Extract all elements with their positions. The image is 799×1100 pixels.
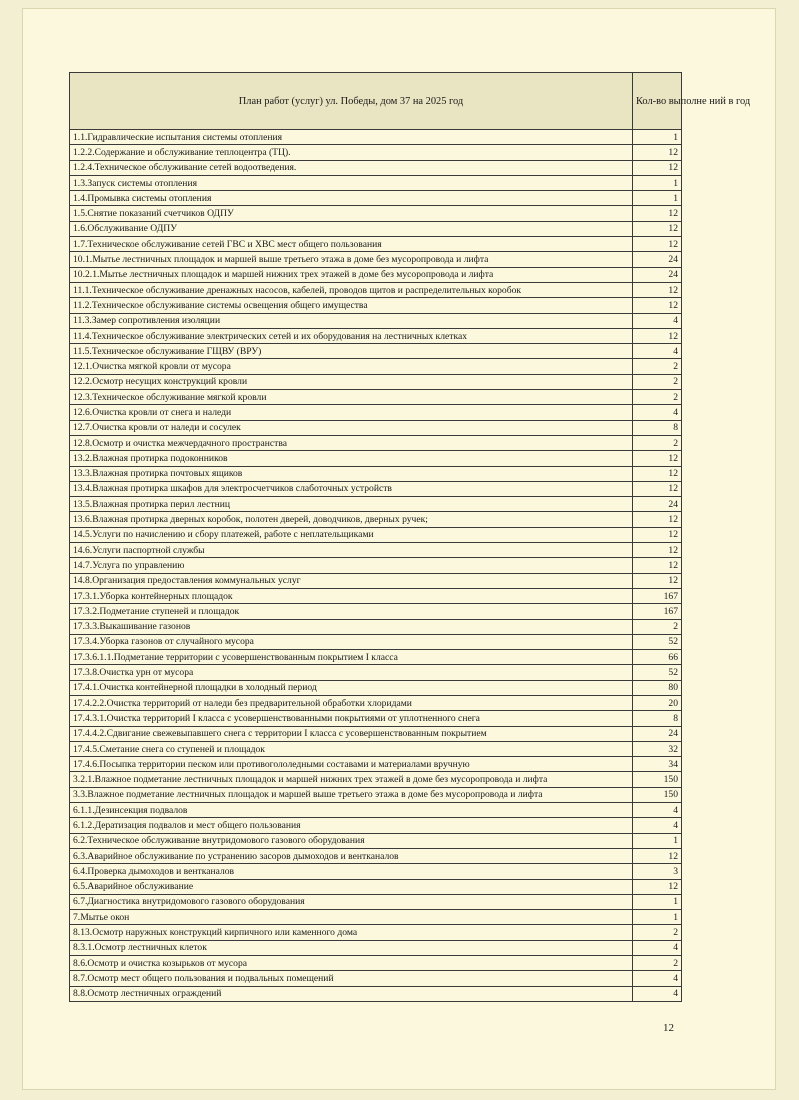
quantity-column-header: Кол-во выполне ний в год <box>633 73 682 130</box>
work-item-name: 17.4.6.Посыпка территории песком или противогололедными составами и материалами вручную <box>70 757 633 772</box>
work-item-quantity: 52 <box>633 634 682 649</box>
work-item-quantity: 12 <box>633 466 682 481</box>
work-item-name: 13.3.Влажная протирка почтовых ящиков <box>70 466 633 481</box>
work-item-name: 3.3.Влажное подметание лестничных площадок и маршей выше третьего этажа в доме без мусоропровода и лифта <box>70 787 633 802</box>
work-item-quantity: 12 <box>633 221 682 236</box>
table-row <box>70 986 682 1001</box>
work-item-name: 12.6.Очистка кровли от снега и наледи <box>70 405 633 420</box>
table-row <box>70 267 682 282</box>
work-item-name: 17.3.3.Выкашивание газонов <box>70 619 633 634</box>
table-row <box>70 527 682 542</box>
table-row <box>70 451 682 466</box>
table-row <box>70 619 682 634</box>
work-item-name: 13.2.Влажная протирка подоконников <box>70 451 633 466</box>
table-row <box>70 435 682 450</box>
work-item-name: 11.3.Замер сопротивления изоляции <box>70 313 633 328</box>
work-item-quantity: 24 <box>633 252 682 267</box>
work-item-name: 6.1.1.Дезинсекция подвалов <box>70 803 633 818</box>
work-item-quantity: 167 <box>633 604 682 619</box>
work-item-quantity: 2 <box>633 435 682 450</box>
table-row <box>70 160 682 175</box>
table-row <box>70 481 682 496</box>
table-row <box>70 833 682 848</box>
work-item-name: 11.1.Техническое обслуживание дренажных насосов, кабелей, проводов щитов и распределительных коробок <box>70 282 633 297</box>
table-row <box>70 604 682 619</box>
work-item-quantity: 4 <box>633 405 682 420</box>
table-row <box>70 864 682 879</box>
work-item-name: 8.6.Осмотр и очистка козырьков от мусора <box>70 956 633 971</box>
table-body <box>70 130 682 1002</box>
work-item-quantity: 80 <box>633 680 682 695</box>
table-row <box>70 130 682 145</box>
table-row <box>70 405 682 420</box>
table-row <box>70 206 682 221</box>
table-row <box>70 344 682 359</box>
table-row <box>70 175 682 190</box>
work-item-name: 1.7.Техническое обслуживание сетей ГВС и ХВС мест общего пользования <box>70 237 633 252</box>
work-item-quantity: 24 <box>633 726 682 741</box>
work-item-quantity: 12 <box>633 543 682 558</box>
work-item-name: 17.4.1.Очистка контейнерной площадки в холодный период <box>70 680 633 695</box>
work-item-name: 1.4.Промывка системы отопления <box>70 191 633 206</box>
table-row <box>70 282 682 297</box>
work-item-name: 1.3.Запуск системы отопления <box>70 175 633 190</box>
table-row <box>70 359 682 374</box>
work-item-name: 14.6.Услуги паспортной службы <box>70 543 633 558</box>
work-item-name: 8.7.Осмотр мест общего пользования и подвальных помещений <box>70 971 633 986</box>
work-item-quantity: 12 <box>633 237 682 252</box>
work-item-name: 17.4.4.2.Сдвигание свежевыпавшего снега с территории I класса с усовершенствованным покрытием <box>70 726 633 741</box>
work-item-quantity: 12 <box>633 328 682 343</box>
work-item-quantity: 24 <box>633 267 682 282</box>
work-item-name: 14.8.Организация предоставления коммунальных услуг <box>70 573 633 588</box>
work-item-name: 17.3.1.Уборка контейнерных площадок <box>70 588 633 603</box>
work-item-quantity: 4 <box>633 818 682 833</box>
work-item-quantity: 12 <box>633 206 682 221</box>
table-row <box>70 695 682 710</box>
work-item-quantity: 12 <box>633 451 682 466</box>
work-item-quantity: 2 <box>633 390 682 405</box>
work-item-name: 10.1.Мытье лестничных площадок и маршей выше третьего этажа в доме без мусоропровода и лифта <box>70 252 633 267</box>
work-item-quantity: 24 <box>633 497 682 512</box>
work-item-name: 8.13.Осмотр наружных конструкций кирпичного или каменного дома <box>70 925 633 940</box>
work-item-quantity: 2 <box>633 925 682 940</box>
work-item-name: 10.2.1.Мытье лестничных площадок и маршей нижних трех этажей в доме без мусоропровода и лифта <box>70 267 633 282</box>
table-row <box>70 680 682 695</box>
work-item-name: 11.5.Техническое обслуживание ГЩВУ (ВРУ) <box>70 344 633 359</box>
work-item-name: 6.7.Диагностика внутридомового газового оборудования <box>70 894 633 909</box>
work-item-name: 13.4.Влажная протирка шкафов для электросчетчиков слаботочных устройств <box>70 481 633 496</box>
table-row <box>70 420 682 435</box>
work-item-name: 13.6.Влажная протирка дверных коробок, полотен дверей, доводчиков, дверных ручек; <box>70 512 633 527</box>
table-row <box>70 894 682 909</box>
work-item-name: 1.2.2.Содержание и обслуживание теплоцентра (ТЦ). <box>70 145 633 160</box>
table-row <box>70 650 682 665</box>
work-item-name: 17.3.6.1.1.Подметание территории с усовершенствованным покрытием I класса <box>70 650 633 665</box>
table-row <box>70 818 682 833</box>
work-item-quantity: 34 <box>633 757 682 772</box>
work-item-name: 12.3.Техническое обслуживание мягкой кровли <box>70 390 633 405</box>
work-item-quantity: 1 <box>633 175 682 190</box>
work-item-quantity: 1 <box>633 833 682 848</box>
page-number: 12 <box>663 1022 674 1034</box>
table-row <box>70 971 682 986</box>
work-item-quantity: 150 <box>633 787 682 802</box>
work-item-name: 12.7.Очистка кровли от наледи и сосулек <box>70 420 633 435</box>
work-item-quantity: 52 <box>633 665 682 680</box>
work-item-name: 8.8.Осмотр лестничных ограждений <box>70 986 633 1001</box>
work-item-name: 17.4.5.Сметание снега со ступеней и площадок <box>70 741 633 756</box>
table-row <box>70 940 682 955</box>
work-item-name: 11.2.Техническое обслуживание системы освещения общего имущества <box>70 298 633 313</box>
work-item-quantity: 12 <box>633 145 682 160</box>
table-row <box>70 298 682 313</box>
table-row <box>70 543 682 558</box>
document-page <box>22 8 776 1090</box>
table-header-row <box>70 73 682 130</box>
table-row <box>70 757 682 772</box>
table-row <box>70 588 682 603</box>
work-item-quantity: 4 <box>633 986 682 1001</box>
table-row <box>70 390 682 405</box>
work-item-quantity: 2 <box>633 956 682 971</box>
table-title: План работ (услуг) ул. Победы, дом 37 на 2025 год <box>70 73 633 130</box>
work-item-quantity: 4 <box>633 940 682 955</box>
work-plan-table <box>69 72 751 1002</box>
table-row <box>70 925 682 940</box>
table-row <box>70 772 682 787</box>
work-item-quantity: 12 <box>633 298 682 313</box>
table-row <box>70 741 682 756</box>
work-item-quantity: 1 <box>633 910 682 925</box>
table-row <box>70 145 682 160</box>
work-item-name: 12.2.Осмотр несущих конструкций кровли <box>70 374 633 389</box>
work-item-name: 11.4.Техническое обслуживание электрических сетей и их оборудования на лестничных клетках <box>70 328 633 343</box>
table-row <box>70 726 682 741</box>
table-row <box>70 237 682 252</box>
work-item-name: 17.3.8.Очистка урн от мусора <box>70 665 633 680</box>
work-item-quantity: 1 <box>633 191 682 206</box>
work-item-name: 1.2.4.Техническое обслуживание сетей водоотведения. <box>70 160 633 175</box>
work-item-quantity: 4 <box>633 344 682 359</box>
work-item-name: 6.2.Техническое обслуживание внутридомового газового оборудования <box>70 833 633 848</box>
work-item-name: 8.3.1.Осмотр лестничных клеток <box>70 940 633 955</box>
work-item-name: 6.4.Проверка дымоходов и вентканалов <box>70 864 633 879</box>
work-item-quantity: 12 <box>633 512 682 527</box>
table-row <box>70 328 682 343</box>
work-item-quantity: 1 <box>633 894 682 909</box>
work-item-quantity: 12 <box>633 160 682 175</box>
work-item-quantity: 12 <box>633 848 682 863</box>
table-row <box>70 910 682 925</box>
table-row <box>70 191 682 206</box>
work-item-name: 7.Мытье окон <box>70 910 633 925</box>
work-item-quantity: 2 <box>633 374 682 389</box>
work-item-quantity: 2 <box>633 619 682 634</box>
work-item-quantity: 20 <box>633 695 682 710</box>
table-row <box>70 879 682 894</box>
work-item-quantity: 167 <box>633 588 682 603</box>
work-item-quantity: 12 <box>633 282 682 297</box>
table-row <box>70 558 682 573</box>
table-row <box>70 634 682 649</box>
work-item-quantity: 12 <box>633 879 682 894</box>
work-item-name: 1.6.Обслуживание ОДПУ <box>70 221 633 236</box>
table-row <box>70 803 682 818</box>
work-item-quantity: 12 <box>633 573 682 588</box>
work-item-name: 13.5.Влажная протирка перил лестниц <box>70 497 633 512</box>
work-item-quantity: 4 <box>633 313 682 328</box>
work-item-name: 3.2.1.Влажное подметание лестничных площадок и маршей нижних трех этажей в доме без мусоропровода и лифта <box>70 772 633 787</box>
work-item-name: 1.1.Гидравлические испытания системы отопления <box>70 130 633 145</box>
work-item-name: 17.4.2.2.Очистка территорий от наледи без предварительной обработки хлоридами <box>70 695 633 710</box>
table-row <box>70 787 682 802</box>
table-row <box>70 665 682 680</box>
work-item-name: 14.5.Услуги по начислению и сбору платежей, работе с неплательщиками <box>70 527 633 542</box>
work-item-quantity: 32 <box>633 741 682 756</box>
work-item-quantity: 2 <box>633 359 682 374</box>
table-row <box>70 313 682 328</box>
work-item-name: 17.4.3.1.Очистка территорий I класса с усовершенствованными покрытиями от уплотненного снега <box>70 711 633 726</box>
table-row <box>70 573 682 588</box>
work-item-name: 17.3.2.Подметание ступеней и площадок <box>70 604 633 619</box>
work-item-quantity: 8 <box>633 711 682 726</box>
work-item-quantity: 12 <box>633 481 682 496</box>
work-item-name: 6.5.Аварийное обслуживание <box>70 879 633 894</box>
work-item-quantity: 12 <box>633 527 682 542</box>
table-row <box>70 252 682 267</box>
work-item-name: 6.1.2.Дератизация подвалов и мест общего пользования <box>70 818 633 833</box>
work-item-name: 17.3.4.Уборка газонов от случайного мусора <box>70 634 633 649</box>
work-item-quantity: 4 <box>633 971 682 986</box>
work-item-quantity: 4 <box>633 803 682 818</box>
table-row <box>70 711 682 726</box>
table-row <box>70 497 682 512</box>
table-row <box>70 848 682 863</box>
work-item-quantity: 8 <box>633 420 682 435</box>
work-item-name: 12.8.Осмотр и очистка межчердачного пространства <box>70 435 633 450</box>
work-item-quantity: 1 <box>633 130 682 145</box>
table-row <box>70 374 682 389</box>
work-item-quantity: 12 <box>633 558 682 573</box>
table-row <box>70 512 682 527</box>
work-item-quantity: 150 <box>633 772 682 787</box>
work-item-name: 12.1.Очистка мягкой кровли от мусора <box>70 359 633 374</box>
work-item-quantity: 66 <box>633 650 682 665</box>
table-row <box>70 956 682 971</box>
work-item-name: 1.5.Снятие показаний счетчиков ОДПУ <box>70 206 633 221</box>
work-item-name: 14.7.Услуга по управлению <box>70 558 633 573</box>
table-row <box>70 221 682 236</box>
work-item-name: 6.3.Аварийное обслуживание по устранению засоров дымоходов и вентканалов <box>70 848 633 863</box>
table-row <box>70 466 682 481</box>
work-item-quantity: 3 <box>633 864 682 879</box>
